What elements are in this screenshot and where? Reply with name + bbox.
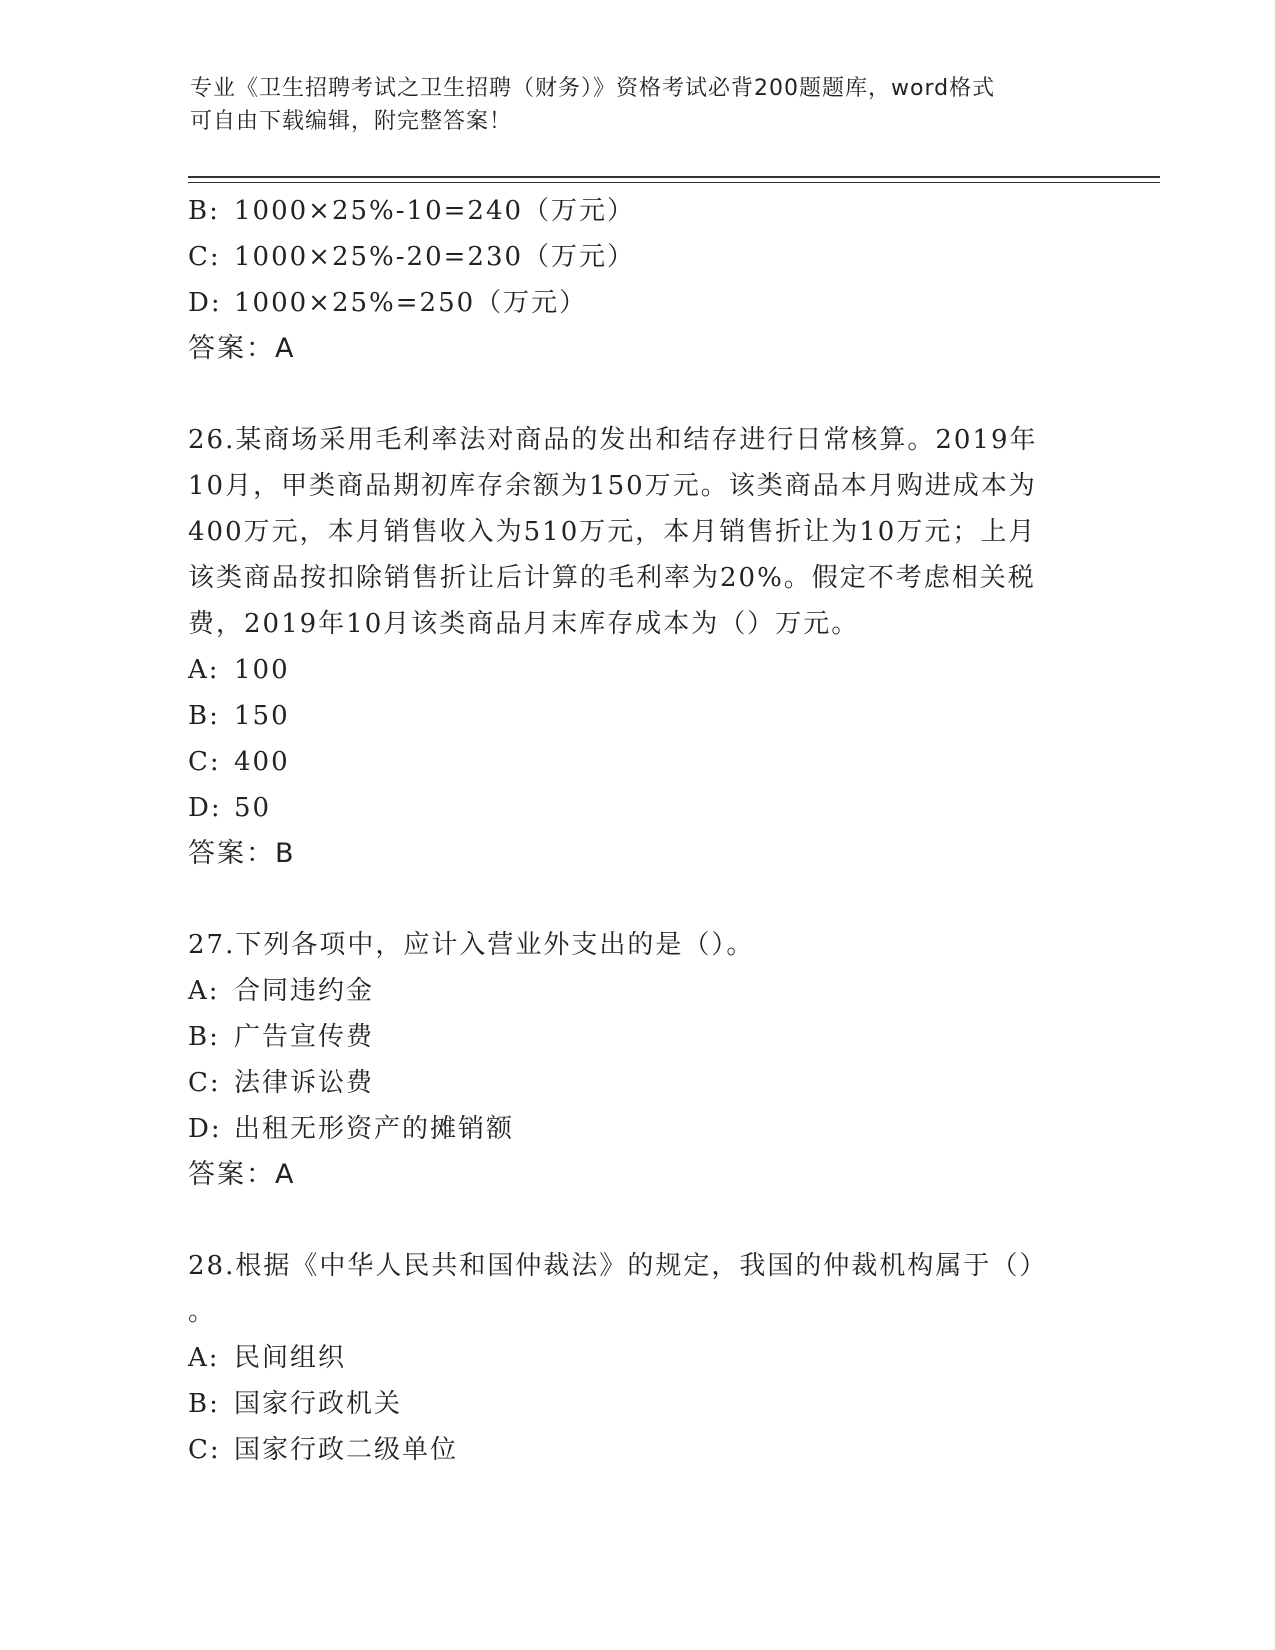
- option-letter: D:: [188, 793, 222, 823]
- option-c: [188, 234, 1078, 280]
- option-text: 1000×25%-20=230（万元）: [234, 242, 636, 272]
- question-28: [188, 1243, 1078, 1473]
- option-letter: D:: [188, 1114, 222, 1144]
- option-letter: B:: [188, 1389, 220, 1419]
- option-c: [188, 1060, 1078, 1106]
- option-letter: B:: [188, 701, 220, 731]
- question-26: [188, 417, 1078, 877]
- option-text: 150: [234, 701, 290, 731]
- option-a: [188, 1335, 1078, 1381]
- option-text: 50: [234, 793, 272, 823]
- question-25-tail: [188, 188, 1078, 372]
- answer-label: 答案：A: [188, 1159, 296, 1190]
- option-text: 1000×25%=250（万元）: [234, 288, 588, 318]
- option-letter: B:: [188, 1022, 220, 1052]
- question-text-line: 该类商品按扣除销售折让后计算的毛利率为20%。假定不考虑相关税: [188, 563, 1036, 593]
- header-divider-thin: [188, 182, 1160, 183]
- option-b: [188, 188, 1078, 234]
- question-text-line: 。: [188, 1297, 217, 1327]
- option-c: [188, 739, 1078, 785]
- option-text: 广告宣传费: [234, 1022, 375, 1052]
- option-b: [188, 693, 1078, 739]
- question-27: [188, 922, 1078, 1198]
- document-body: [188, 188, 1078, 1473]
- document-header: [190, 72, 1090, 138]
- option-text: 国家行政机关: [234, 1389, 403, 1419]
- option-text: 法律诉讼费: [234, 1068, 375, 1098]
- spacer: [188, 372, 1078, 417]
- option-text: 民间组织: [234, 1343, 347, 1373]
- option-d: [188, 1106, 1078, 1152]
- option-letter: D:: [188, 288, 222, 318]
- question-text-line: 26.某商场采用毛利率法对商品的发出和结存进行日常核算。2019年: [188, 425, 1038, 455]
- option-letter: C:: [188, 242, 221, 272]
- question-text-line: 28.根据《中华人民共和国仲裁法》的规定，我国的仲裁机构属于（）: [188, 1251, 1048, 1281]
- option-d: [188, 280, 1078, 326]
- question-text-line: 10月，甲类商品期初库存余额为150万元。该类商品本月购进成本为: [188, 471, 1037, 501]
- spacer: [188, 1198, 1078, 1243]
- option-c: [188, 1427, 1078, 1473]
- option-letter: A:: [188, 976, 220, 1006]
- option-b: [188, 1381, 1078, 1427]
- spacer: [188, 877, 1078, 922]
- option-letter: C:: [188, 747, 221, 777]
- option-text: 1000×25%-10=240（万元）: [234, 196, 636, 226]
- option-text: 出租无形资产的摊销额: [234, 1114, 515, 1144]
- option-letter: A:: [188, 655, 220, 685]
- question-text-line: 400万元，本月销售收入为510万元，本月销售折让为10万元；上月: [188, 517, 1037, 547]
- option-letter: B:: [188, 196, 220, 226]
- header-line-2: 可自由下载编辑，附完整答案！: [190, 109, 513, 134]
- answer-label: 答案：A: [188, 333, 296, 364]
- option-letter: C:: [188, 1068, 221, 1098]
- option-b: [188, 1014, 1078, 1060]
- option-letter: C:: [188, 1435, 221, 1465]
- option-a: [188, 968, 1078, 1014]
- header-divider-thick: [188, 176, 1160, 178]
- question-text-line: 费，2019年10月该类商品月末库存成本为（）万元。: [188, 609, 860, 639]
- option-a: [188, 647, 1078, 693]
- option-text: 100: [234, 655, 290, 685]
- question-text-line: 27.下列各项中，应计入营业外支出的是（）。: [188, 930, 755, 960]
- header-line-1: 专业《卫生招聘考试之卫生招聘（财务）》资格考试必背200题题库，word格式: [190, 76, 996, 101]
- option-text: 合同违约金: [234, 976, 375, 1006]
- option-letter: A:: [188, 1343, 220, 1373]
- answer-label: 答案：B: [188, 838, 296, 869]
- option-text: 400: [234, 747, 290, 777]
- option-text: 国家行政二级单位: [234, 1435, 459, 1465]
- option-d: [188, 785, 1078, 831]
